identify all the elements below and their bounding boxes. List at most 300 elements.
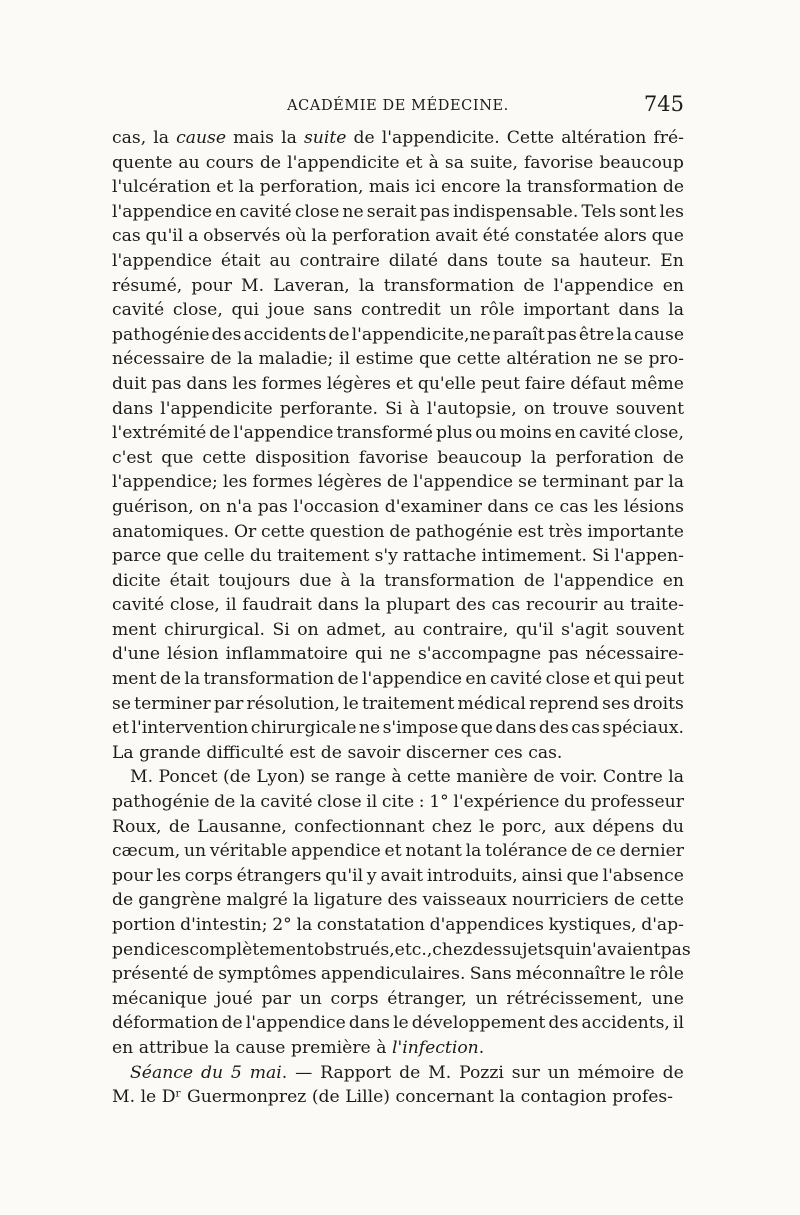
word: close,: [172, 300, 223, 321]
word: Si: [592, 546, 610, 567]
word: close: [545, 669, 591, 690]
word: suite,: [469, 152, 518, 173]
word: La: [112, 742, 134, 763]
text-line: [112, 642, 684, 667]
word: estime: [355, 349, 414, 370]
word: Lausanne,: [197, 816, 287, 837]
word: cas: [112, 226, 141, 247]
word: de: [613, 890, 636, 911]
word: la: [184, 669, 201, 690]
word: Laveran,: [273, 275, 350, 296]
word: discerner: [405, 742, 489, 763]
word: mémoire: [577, 1062, 655, 1083]
word: on: [523, 398, 546, 419]
word: des: [538, 718, 569, 739]
word: l'appendice: [112, 250, 213, 271]
word: vaisseaux: [422, 890, 507, 911]
text-line: [112, 495, 684, 520]
word: profes-: [612, 1087, 673, 1108]
word: peut: [480, 373, 520, 394]
word: difficulté: [206, 742, 284, 763]
word: Dʳ: [161, 1087, 182, 1108]
word: attribue: [138, 1037, 209, 1058]
word: à: [376, 1037, 387, 1058]
word: la: [214, 1037, 231, 1058]
word: du: [249, 546, 272, 567]
word: être: [578, 324, 615, 345]
word: dans: [348, 1013, 390, 1034]
word: Lyon): [256, 767, 306, 788]
word: transformation: [383, 275, 515, 296]
word: ne: [342, 201, 364, 222]
word: les: [659, 201, 684, 222]
word: plus: [435, 423, 473, 444]
word: du: [200, 1062, 224, 1083]
word: sa: [444, 152, 464, 173]
word: Roux,: [112, 816, 162, 837]
word: pathogénie: [112, 792, 210, 813]
word: se: [518, 472, 538, 493]
word: cette: [456, 349, 501, 370]
word: à: [340, 570, 351, 591]
word: aux: [553, 816, 585, 837]
word: cette: [202, 447, 247, 468]
word: l'appendice: [553, 275, 654, 296]
word: ou: [475, 423, 497, 444]
word: s'accompagne: [417, 644, 542, 665]
word: parce: [112, 546, 162, 567]
text-line: [112, 938, 691, 963]
word: l'appen-: [614, 546, 684, 567]
word: de: [386, 472, 409, 493]
text-line: [112, 618, 684, 643]
word: porc,: [502, 816, 547, 837]
word: constatation: [316, 915, 425, 935]
word: était: [220, 250, 261, 271]
word: beaucoup: [437, 447, 522, 468]
word: par: [261, 988, 291, 1009]
word: la: [359, 570, 376, 591]
word: il: [338, 349, 350, 370]
word: transformation: [526, 177, 658, 198]
word: de: [159, 669, 182, 690]
word: de: [112, 890, 134, 911]
text-line: [112, 446, 684, 471]
word: la: [668, 472, 684, 493]
word: sur: [511, 1062, 540, 1083]
word: fré-: [653, 128, 684, 148]
word: rôle: [649, 964, 684, 985]
word: pro-: [648, 349, 684, 370]
word: l'appendice: [245, 1013, 346, 1034]
word: Cette: [506, 128, 555, 148]
word: la: [505, 177, 522, 198]
word: (de: [311, 1087, 340, 1108]
word: contraire: [299, 250, 380, 271]
word: joué: [215, 988, 253, 1009]
word: faire: [524, 373, 566, 394]
paragraph: [112, 126, 684, 765]
word: question: [309, 521, 385, 542]
word: l'extrémité: [112, 423, 207, 444]
word: des: [548, 1013, 579, 1034]
page-header: [112, 92, 684, 122]
text-line: [112, 323, 684, 348]
word: il: [672, 1013, 684, 1034]
word: l'appendicite.: [381, 128, 500, 148]
word: de: [214, 792, 236, 813]
word: appendice: [291, 841, 381, 862]
word: à: [391, 767, 402, 788]
word: close,: [169, 595, 220, 616]
word: l'appendicite: [160, 398, 273, 419]
word: toujours: [218, 570, 291, 591]
word: ne: [389, 644, 411, 665]
word: un: [183, 841, 207, 862]
word: la: [296, 915, 313, 935]
word: perforante.: [279, 398, 378, 419]
word: contredit: [361, 300, 441, 321]
word: inflammatoire: [225, 644, 348, 665]
word: 5: [230, 1062, 242, 1083]
text-line: [112, 1085, 684, 1110]
word: importante: [587, 521, 684, 542]
word: observés: [203, 226, 281, 247]
word: altération: [506, 349, 592, 370]
text-line: [112, 593, 684, 618]
word: constatée: [514, 226, 599, 247]
word: et: [384, 841, 402, 862]
word: dans: [186, 373, 228, 394]
word: nourriciers: [511, 890, 609, 911]
word: des: [211, 324, 242, 345]
word: intimement.: [481, 546, 587, 567]
word: ne: [358, 718, 381, 739]
word: accidents: [243, 324, 327, 345]
word: cavité: [578, 423, 632, 444]
word: la: [358, 275, 375, 296]
text-line: [112, 274, 684, 299]
word: sujets: [502, 939, 554, 960]
word: des: [455, 595, 486, 616]
word: dans: [112, 398, 154, 419]
word: l'ulcération: [112, 177, 211, 198]
word: confectionnant: [294, 816, 425, 837]
body-text: [112, 126, 691, 1110]
word: étrangers: [236, 865, 322, 886]
word: gangrène: [138, 890, 222, 911]
word: notant: [405, 841, 462, 862]
word: Guermonprez: [186, 1087, 307, 1108]
word: au: [603, 595, 625, 616]
word: rôle: [480, 300, 515, 321]
word: kystiques,: [548, 915, 637, 935]
word: close: [317, 792, 362, 813]
word: d'appendices: [429, 915, 544, 935]
word: pour: [112, 865, 153, 886]
word: Pozzi: [459, 1062, 504, 1083]
text-line: [112, 692, 684, 717]
word: pathogénie: [112, 324, 210, 345]
word: de: [210, 349, 232, 370]
word: plupart: [386, 595, 451, 616]
text-line: [112, 347, 684, 372]
word: étranger,: [387, 988, 467, 1009]
word: dans: [446, 250, 489, 271]
word: range: [335, 767, 386, 788]
word: l'appendicite,ne: [351, 324, 491, 345]
word: pas: [419, 201, 450, 222]
word: et: [395, 373, 413, 394]
word: nécessaire: [112, 349, 205, 370]
word: du: [564, 792, 587, 813]
word: se: [310, 767, 330, 788]
word: qui: [231, 300, 260, 321]
text-line: [112, 151, 684, 176]
word: développement: [411, 1013, 546, 1034]
word: médical: [457, 693, 526, 714]
word: terminer: [134, 693, 211, 714]
word: de: [337, 669, 359, 690]
word: présenté: [112, 964, 189, 985]
word: traitement: [361, 693, 455, 714]
word: savoir: [347, 742, 401, 763]
word: cavité: [112, 595, 165, 616]
word: le: [629, 964, 646, 985]
word: en: [662, 570, 684, 591]
word: favorise: [358, 447, 429, 468]
word: de: [533, 767, 555, 788]
word: de: [209, 423, 231, 444]
word: où: [285, 226, 307, 247]
text-line: [112, 765, 684, 790]
word: mécanique: [112, 988, 208, 1009]
word: etc.,chez: [394, 939, 473, 960]
text-line: [112, 888, 684, 913]
word: altération: [561, 128, 647, 148]
word: rétrécissement,: [506, 988, 643, 1009]
word: cours: [205, 152, 254, 173]
word: perforation: [331, 226, 431, 247]
word: sa: [551, 250, 571, 271]
word: au: [178, 152, 200, 173]
word: cette: [261, 521, 305, 542]
word: les: [593, 496, 619, 517]
word: transformé: [336, 423, 433, 444]
text-line: [112, 224, 684, 249]
word: une: [651, 988, 684, 1009]
word: close,: [633, 423, 684, 444]
word: c'est: [112, 447, 153, 468]
word: dicite: [112, 570, 161, 591]
word: même: [630, 373, 684, 394]
word: close: [294, 201, 340, 222]
word: concernant: [395, 1087, 494, 1108]
text-line: [112, 470, 684, 495]
word: d'intestin;: [180, 915, 268, 935]
word: qu'elle: [417, 373, 476, 394]
word: duit: [112, 373, 147, 394]
word: très: [548, 521, 583, 542]
word: Lille): [345, 1087, 391, 1108]
word: la: [530, 447, 547, 468]
text-line: [112, 175, 684, 200]
word: par: [213, 693, 244, 714]
word: l'appendicite: [287, 152, 400, 173]
word: des: [387, 890, 418, 911]
word: cas,: [112, 128, 147, 148]
word: sont: [619, 201, 657, 222]
word: qu'il: [515, 619, 554, 640]
word: se: [112, 693, 131, 714]
word: cause: [634, 324, 684, 345]
text-line: [112, 962, 684, 987]
word: professeur: [590, 792, 684, 813]
word: de: [662, 447, 684, 468]
text-line: [112, 298, 684, 323]
word: pas: [546, 324, 577, 345]
word: cas.: [528, 742, 563, 763]
word: paraît: [492, 324, 545, 345]
word: dans: [317, 595, 359, 616]
word: ment: [112, 669, 157, 690]
word: pas: [660, 939, 691, 960]
running-head: ACADÉMIE DE MÉDECINE.: [287, 98, 509, 114]
word: de: [389, 521, 411, 542]
word: dans: [618, 300, 660, 321]
word: ici: [415, 177, 436, 198]
word: Contre: [602, 767, 663, 788]
word: disposition: [255, 447, 350, 468]
word: défaut: [570, 373, 627, 394]
text-line: [112, 790, 684, 815]
word: on: [199, 496, 221, 517]
word: cavité: [239, 201, 292, 222]
word: légères: [326, 373, 391, 394]
word: méconnaître: [515, 964, 626, 985]
text-line: [112, 397, 684, 422]
word: ligature: [313, 890, 383, 911]
word: dépens: [592, 816, 655, 837]
paragraph: [112, 765, 691, 1060]
word: l'intervention: [131, 718, 249, 739]
word: Si: [385, 398, 403, 419]
word: s'impose: [382, 718, 459, 739]
word: avait: [435, 226, 478, 247]
word: et: [112, 718, 130, 739]
word: l'appendice: [362, 669, 463, 690]
word: formes: [252, 472, 313, 493]
word: un: [475, 988, 498, 1009]
word: En: [660, 250, 684, 271]
word: de: [523, 275, 545, 296]
word: cæcum,: [112, 841, 181, 862]
word: lésions: [623, 496, 684, 517]
word: ces: [494, 742, 523, 763]
word: souvent: [615, 619, 684, 640]
word: est: [517, 521, 544, 542]
word: à: [409, 398, 420, 419]
word: chez: [431, 816, 472, 837]
text-line: [112, 126, 684, 151]
word: corps: [330, 988, 379, 1009]
text-line: [112, 421, 684, 446]
word: obstrués,: [313, 939, 395, 960]
word: due: [299, 570, 332, 591]
word: rattache: [402, 546, 477, 567]
word: celle: [203, 546, 245, 567]
word: traite-: [630, 595, 684, 616]
word: droits: [633, 693, 684, 714]
word: mai.: [249, 1062, 288, 1083]
text-line: [112, 544, 684, 569]
word: contagion: [520, 1087, 607, 1108]
word: joue: [267, 300, 305, 321]
text-line: [112, 569, 684, 594]
paragraph: [112, 1061, 684, 1110]
word: maladie;: [258, 349, 334, 370]
word: la: [153, 128, 170, 148]
word: qui: [553, 939, 581, 960]
word: et: [405, 152, 423, 173]
word: guérison,: [112, 496, 194, 517]
word: résumé,: [112, 275, 183, 296]
word: transformation: [384, 570, 515, 591]
word: se: [623, 349, 643, 370]
word: cas: [559, 496, 589, 517]
word: 2°: [272, 915, 292, 935]
text-line: [112, 987, 684, 1012]
word: que: [419, 349, 452, 370]
text-line: [112, 200, 684, 225]
word: à: [428, 152, 439, 173]
word: le: [479, 816, 495, 837]
word: symptômes: [218, 964, 317, 985]
word: alors: [603, 226, 647, 247]
word: ce: [596, 841, 616, 862]
word: pas: [151, 373, 182, 394]
word: les: [232, 373, 257, 394]
word: et: [216, 177, 234, 198]
word: résolution,: [246, 693, 340, 714]
word: :: [418, 792, 425, 813]
word: l'appendice: [112, 201, 213, 222]
word: Poncet: [158, 767, 218, 788]
word: pathogénie: [415, 521, 513, 542]
word: Rapport: [320, 1062, 392, 1083]
word: accidents,: [581, 1013, 670, 1034]
word: ainsi: [521, 865, 563, 886]
text-line: [112, 372, 684, 397]
word: de: [353, 128, 375, 148]
word: Séance: [130, 1062, 194, 1083]
word: transformation: [203, 669, 335, 690]
word: qu'il: [325, 865, 364, 886]
word: serait: [366, 201, 417, 222]
word: reprend: [529, 693, 599, 714]
word: n'avaient: [580, 939, 661, 960]
text-line: [112, 249, 684, 274]
word: de: [662, 1062, 684, 1083]
word: grande: [139, 742, 201, 763]
word: moins: [499, 423, 552, 444]
word: en: [215, 201, 237, 222]
word: avait: [380, 865, 424, 886]
word: de: [259, 152, 282, 173]
word: de: [328, 324, 350, 345]
word: du: [661, 816, 684, 837]
word: un: [299, 988, 322, 1009]
